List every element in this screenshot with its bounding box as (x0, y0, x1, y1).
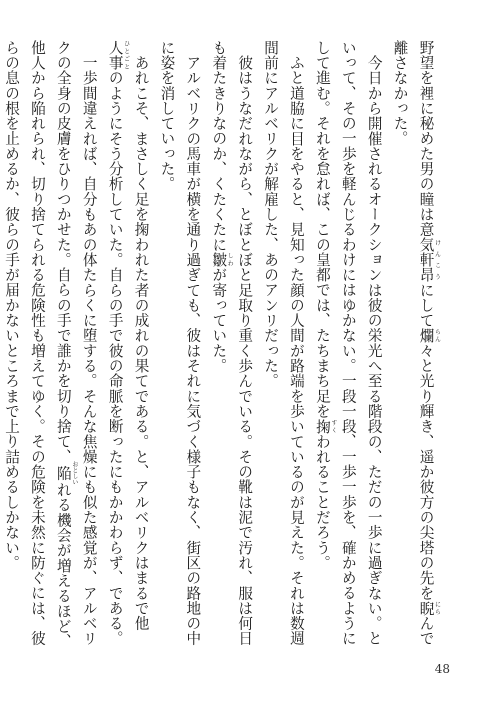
ruby-reading: ひとごと (122, 40, 130, 71)
text-run: あれこそ、まさしく足を掬われた者の成れの果てである。と、アルベリクはまるで他 (132, 55, 150, 631)
text-run: にして (417, 282, 435, 328)
ruby-annotation (210, 252, 234, 268)
paragraph (257, 40, 309, 650)
paragraph (387, 40, 440, 650)
text-run: 々と光り輝き、遥か彼方の尖塔の先を (417, 343, 435, 601)
ruby-annotation (106, 40, 130, 71)
page-number: 48 (434, 662, 450, 676)
ruby-base: 掬 (313, 418, 331, 434)
ruby-reading: しわ (226, 252, 234, 268)
text-run: が寄っていた。 (210, 267, 228, 374)
ruby-base: 人事 (106, 40, 124, 71)
ruby-annotation (417, 327, 441, 344)
ruby-reading: にら (433, 600, 441, 616)
ruby-base: 爛 (417, 327, 435, 344)
ruby-reading: けんこう (433, 236, 441, 283)
ruby-base: 皺 (210, 252, 228, 268)
ruby-annotation (54, 461, 78, 486)
ruby-reading: らん (433, 327, 441, 343)
text-run: れる機会が増えるほど、他人から陥れられ、切り捨てられる危険性も増えてゆく。その危険を未然に防ぐには、彼らの息の根を止めるか、彼らの手が届かないところまで上り詰めるしかない。 (3, 40, 72, 649)
text-run: 今日から開催されるオークションは彼の栄光へ至る階段の、ただの一歩に過ぎない。といって、その一歩を軽んじるわけにはゆかない。一段一段、一歩一歩を、確かめるようにして進む。それを怠れば、この皇都では、たちまち足を (313, 40, 383, 647)
ruby-base: 陥 (54, 461, 72, 486)
paragraph (0, 40, 102, 650)
body-text (3, 40, 441, 650)
ruby-reading: おとしい (70, 461, 78, 486)
text-run: われることだろう。 (313, 433, 331, 571)
paragraph (102, 40, 154, 650)
text-run: 彼はうなだれながら、とぼとぼと足取り重く歩んでいる。その靴は泥で汚れ、服は何日も着たきりなのか、くたくたに (210, 40, 254, 647)
paragraph (309, 40, 387, 650)
text-run: のようにそう分析していた。自らの手で彼の命脈を断ったにもかかわらず、である。 (106, 70, 124, 647)
text-run: 一歩間違えれば、自分もあの体たらくに堕する。そんな焦燥にも似た感覚が、アルベリクの全身の皮膚をひりつかせた。自らの手で誰かを切り捨て、 (54, 40, 98, 647)
ruby-reading: すく (329, 418, 337, 434)
paragraph (205, 40, 257, 650)
ruby-annotation (313, 418, 337, 434)
text-run: 野望を裡に秘めた男の瞳は意 (417, 40, 435, 237)
ruby-base: 睨 (417, 600, 435, 616)
ruby-annotation (417, 600, 441, 616)
paragraph (154, 40, 206, 650)
text-run: アルベリクの馬車が横を通り過ぎても、彼はそれに気づく様子もなく、街区の路地の中に姿を消していった。 (158, 40, 202, 647)
ruby-base: 気軒昂 (417, 236, 435, 283)
ruby-annotation (417, 236, 441, 283)
text-run: ふと道脇に目をやると、見知った顔の人間が路端を歩いているのが見えた。それは数週間前にアルベリクが解雇した、あのアンリだった。 (262, 40, 305, 647)
text-run: んで離さなかった。 (391, 40, 435, 647)
